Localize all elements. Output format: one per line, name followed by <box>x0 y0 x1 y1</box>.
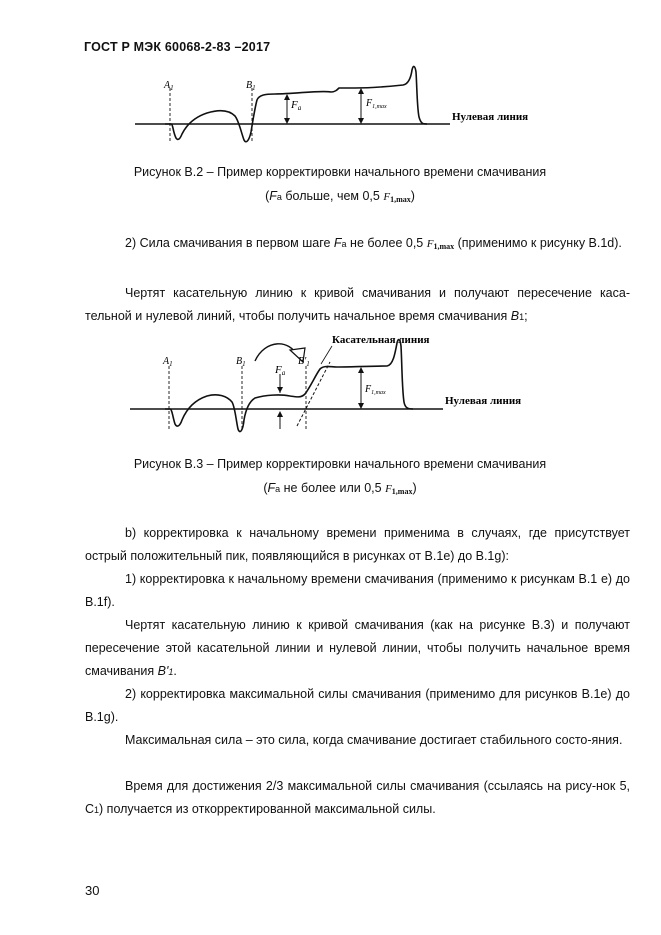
figure-b2-caption <box>60 160 620 212</box>
figure-b2-caption-line2: (Fa больше, чем 0,5 $F_{1,max}$) <box>265 189 415 204</box>
paragraph-5: Чертят касательную линию к кривой смачивания (как на рисунке В.3) и получают пересечение этой касательной линии и нулевой линии, чтобы получить начальное время смачивания B'1. <box>85 618 630 678</box>
label-b1-prime: $B'_1$ <box>298 356 310 368</box>
label-a1: $A_1$ <box>163 356 173 368</box>
tangent-pointer <box>321 346 332 364</box>
figure-b3-caption-line1: Рисунок В.3 – Пример корректировки начального времени смачивания <box>133 457 547 471</box>
paragraph-1: 2) Сила смачивания в первом шаге Fa не более 0,5 $F_{1,max}$ (применимо к рисунку В.1d). <box>125 236 622 251</box>
paragraph-7: Максимальная сила – это сила, когда смачивание достигает стабильного состо-яния. <box>125 733 623 747</box>
label-a1: $A_1$ <box>164 80 174 92</box>
label-b1: $B_1$ <box>246 80 256 92</box>
label-zero-line: Нулевая линия <box>452 111 529 123</box>
label-f1max: $F_{1,max}$ <box>365 384 386 396</box>
label-b1: $B_1$ <box>236 356 246 368</box>
label-fa: Fa <box>291 99 302 112</box>
figure-b3-graph <box>125 334 565 444</box>
paragraph-4: 1) корректировка к начальному времени смачивания (применимо к рисункам В.1 е) до В.1f). <box>85 572 630 609</box>
shift-arrow <box>255 344 297 361</box>
figure-b3 <box>125 334 565 444</box>
label-zero-line: Нулевая линия <box>445 395 522 407</box>
figure-b2-graph <box>125 62 565 142</box>
figure-b3-caption-line2: (Fa не более или 0,5 $F_{1,max}$) <box>263 481 417 496</box>
figure-b2 <box>125 62 565 142</box>
label-tangent: Касательная линия <box>332 334 430 346</box>
paragraph-3: b) корректировка к начальному времени применима в случаях, где присутствует острый положительный пик, появляющийся в рисунках от В.1е) до В.1g): <box>85 526 630 563</box>
paragraph-8: Время для достижения 2/3 максимальной силы смачивания (ссылаясь на рису-нок 5, С1) получается из откорректированной максимальной силы. <box>85 779 630 816</box>
paragraph-2: Чертят касательную линию к кривой смачивания и получают пересечение каса-тельной и нулевой линий, чтобы получить начальное время смачивания B1; <box>85 286 630 323</box>
figure-b3-caption <box>60 452 620 504</box>
label-f1max: $F_{1,max}$ <box>366 98 387 110</box>
paragraph-6: 2) корректировка максимальной силы смачивания (применимо для рисунков В.1е) до В.1g). <box>85 687 630 724</box>
page-number: 30 <box>85 883 100 898</box>
figure-b2-caption-line1: Рисунок В.2 – Пример корректировки начального времени смачивания <box>133 165 547 179</box>
document-header: ГОСТ Р МЭК 60068-2-83 –2017 <box>84 40 271 54</box>
label-fa: Fa <box>275 364 286 377</box>
tangent-line <box>297 362 330 426</box>
